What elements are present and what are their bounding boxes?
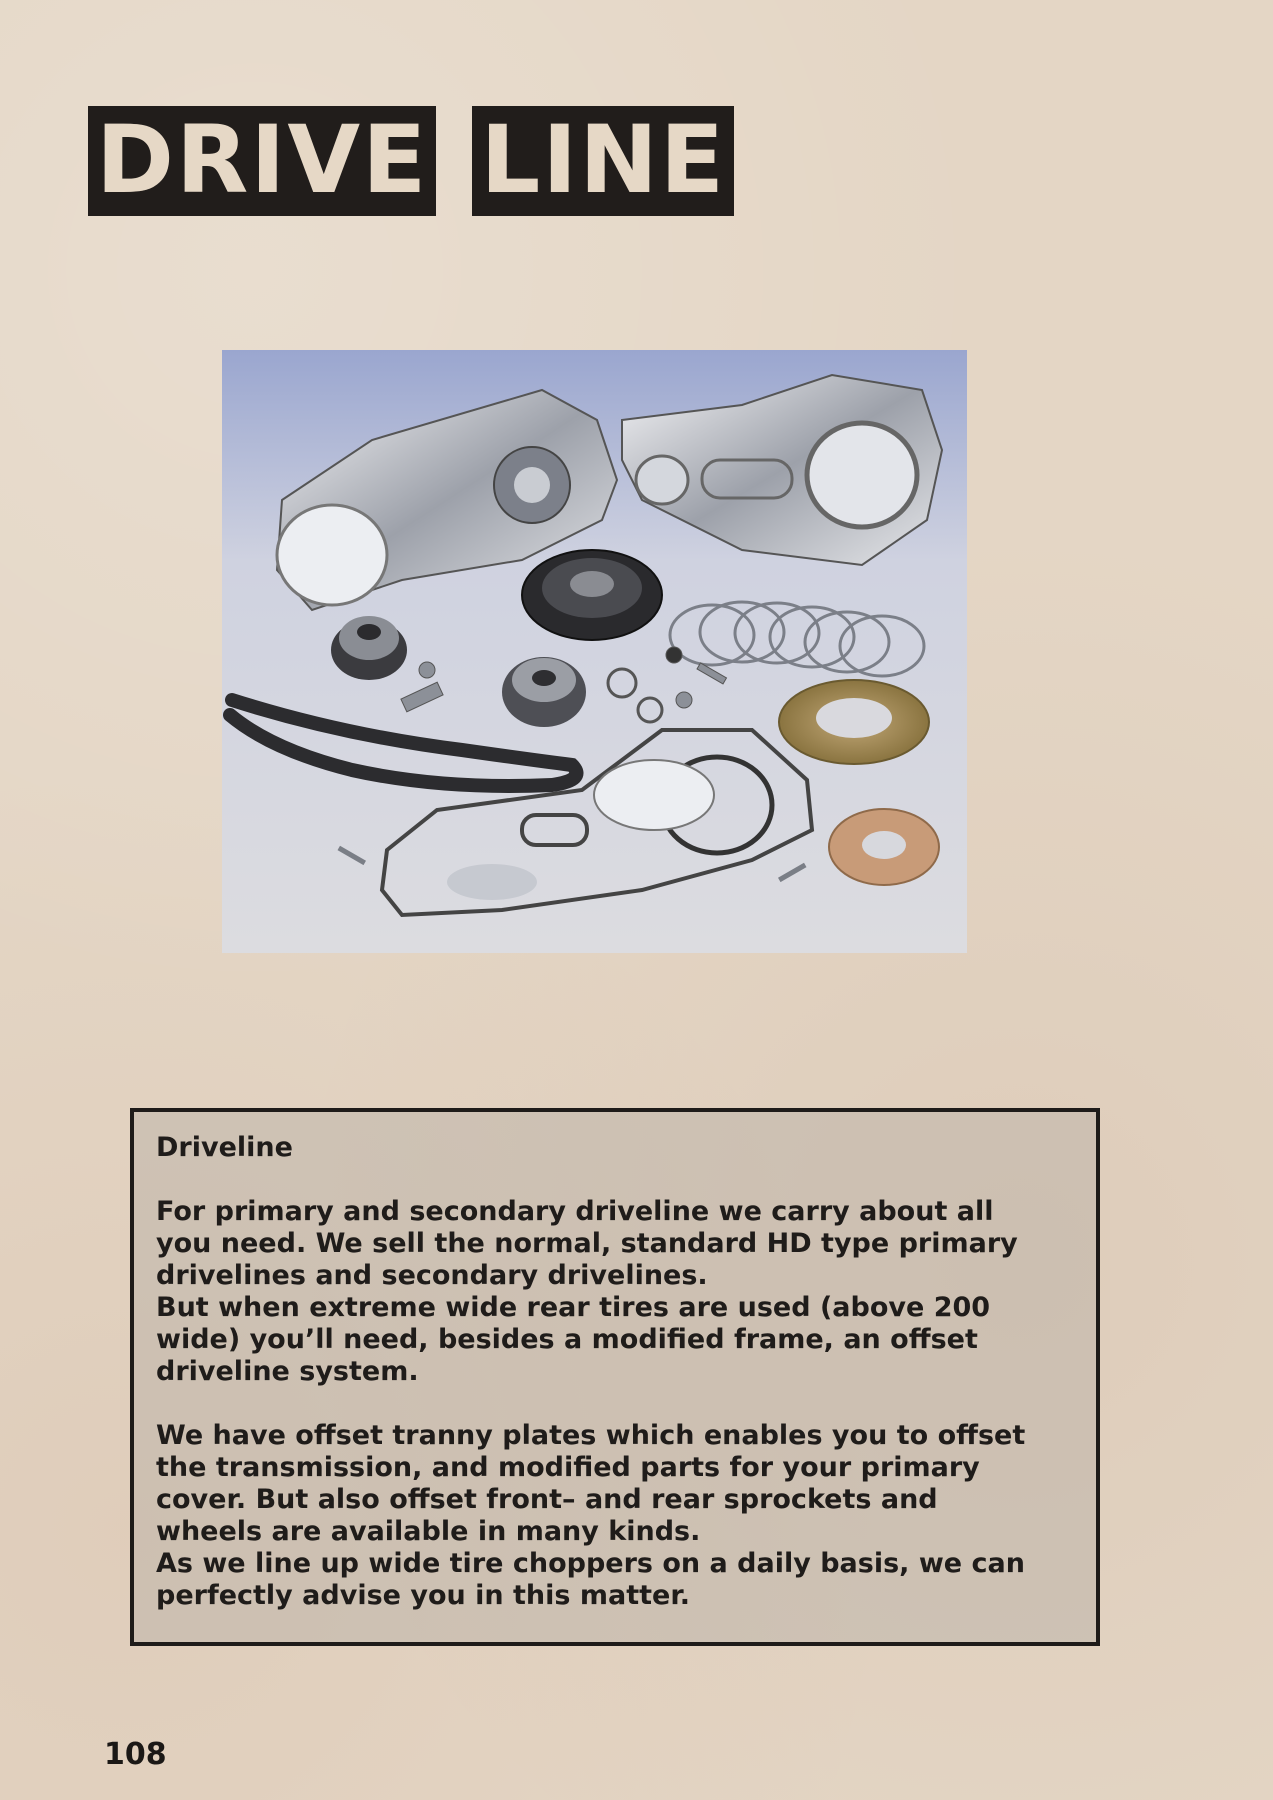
info-line: cover. But also offset front– and rear sprockets and <box>156 1484 938 1515</box>
page-title <box>88 106 734 216</box>
info-heading: Driveline <box>156 1132 293 1163</box>
info-line: drivelines and secondary drivelines. <box>156 1260 708 1291</box>
friction-plates <box>779 680 929 764</box>
driveline-info-box <box>130 1108 1100 1646</box>
info-line: wide) you’ll need, besides a modified frame, an offset <box>156 1324 978 1355</box>
info-line: As we line up wide tire choppers on a daily basis, we can <box>156 1548 1025 1579</box>
primary-drive-parts-photo <box>222 350 967 953</box>
info-line: For primary and secondary driveline we carry about all <box>156 1196 994 1227</box>
info-line: the transmission, and modified parts for your primary <box>156 1452 980 1483</box>
clutch-spring-plate <box>829 809 939 885</box>
info-line: you need. We sell the normal, standard HD type primary <box>156 1228 1018 1259</box>
page-number: 108 <box>104 1737 167 1772</box>
info-line: driveline system. <box>156 1356 419 1387</box>
info-line: perfectly advise you in this matter. <box>156 1580 691 1611</box>
info-line: We have offset tranny plates which enables you to offset <box>156 1420 1026 1451</box>
clutch-basket <box>522 550 662 640</box>
info-line: wheels are available in many kinds. <box>156 1516 701 1547</box>
title-word-drive: DRIVE <box>88 106 436 216</box>
title-word-line: LINE <box>472 106 734 216</box>
clutch-hub <box>502 657 586 727</box>
info-line: But when extreme wide rear tires are used (above 200 <box>156 1292 991 1323</box>
